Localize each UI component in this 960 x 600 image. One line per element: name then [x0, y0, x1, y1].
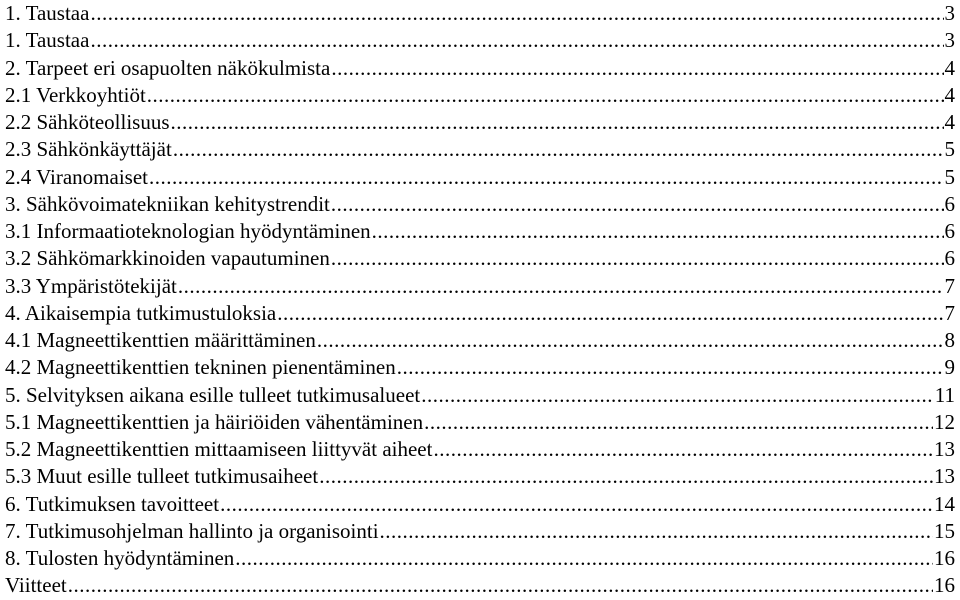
toc-entry-page: 5: [944, 137, 955, 162]
toc-dot-leader: [173, 136, 944, 163]
toc-entry-page: 7: [944, 300, 955, 325]
toc-entry-title: 5.3 Muut esille tulleet tutkimusaiheet: [5, 464, 319, 489]
toc-entry-page: 3: [944, 1, 955, 25]
toc-entry[interactable]: [5, 109, 955, 136]
toc-entry-page: 8: [944, 328, 955, 352]
toc-entry[interactable]: [5, 491, 955, 518]
toc-entry-title: 4.2 Magneettikenttien tekninen pienentäminen: [5, 355, 396, 380]
toc-entry-title: 2.2 Sähköteollisuus: [5, 110, 170, 134]
toc-entry[interactable]: [5, 327, 955, 354]
toc-dot-leader: [380, 518, 933, 545]
toc-entry[interactable]: [5, 218, 955, 245]
toc-entry[interactable]: [5, 273, 955, 300]
toc-entry[interactable]: [5, 572, 955, 599]
toc-entry-page: 13: [934, 464, 955, 489]
toc-entry-title: 3.3 Ympäristötekijät: [5, 273, 177, 298]
toc-entry-page: 11: [934, 382, 955, 407]
toc-dot-leader: [90, 0, 943, 27]
toc-entry-title: 3.1 Informaatioteknologian hyödyntäminen: [5, 219, 371, 243]
toc-entry-page: 9: [944, 355, 955, 380]
toc-entry[interactable]: [5, 55, 955, 82]
toc-entry-title: 7. Tutkimusohjelman hallinto ja organisointi: [5, 518, 379, 543]
toc-entry-title: 5.1 Magneettikenttien ja häiriöiden vähentäminen: [5, 409, 424, 434]
toc-entry-page: 6: [944, 191, 955, 216]
toc-dot-leader: [331, 55, 943, 82]
toc-entry-title: 4. Aikaisempia tutkimustuloksia: [5, 300, 277, 325]
toc-dot-leader: [319, 463, 933, 490]
toc-entry-page: 4: [944, 82, 955, 107]
toc-entry[interactable]: [5, 436, 955, 463]
toc-entry-title: 4.1 Magneettikenttien määrittäminen: [5, 328, 316, 352]
toc-entry[interactable]: [5, 191, 955, 218]
toc-entry-title: 2.4 Viranomaiset: [5, 164, 148, 189]
toc-dot-leader: [397, 354, 944, 381]
toc-dot-leader: [331, 245, 944, 272]
toc-dot-leader: [317, 327, 944, 354]
toc-entry-title: 1. Taustaa: [5, 1, 90, 25]
toc-entry-page: 5: [944, 164, 955, 189]
toc-entry[interactable]: [5, 545, 955, 572]
toc-entry[interactable]: [5, 409, 955, 436]
toc-entry[interactable]: [5, 518, 955, 545]
toc-entry-title: 8. Tulosten hyödyntäminen: [5, 546, 235, 570]
toc-entry-page: 3: [944, 28, 955, 53]
toc-entry[interactable]: [5, 354, 955, 381]
toc-dot-leader: [235, 545, 933, 572]
toc-entry-page: 13: [934, 437, 955, 461]
toc-entry-page: 6: [944, 246, 955, 271]
toc-entry[interactable]: [5, 382, 955, 409]
toc-dot-leader: [277, 300, 943, 327]
toc-entry-title: 1. Taustaa: [5, 28, 90, 53]
toc-entry-page: 7: [944, 273, 955, 298]
toc-entry[interactable]: [5, 82, 955, 109]
toc-dot-leader: [178, 273, 944, 300]
toc-dot-leader: [149, 164, 944, 191]
toc-dot-leader: [433, 436, 933, 463]
toc-entry-page: 16: [934, 573, 955, 598]
toc-dot-leader: [421, 382, 934, 409]
toc-entry-page: 4: [944, 55, 955, 80]
toc-entry[interactable]: [5, 0, 955, 27]
toc-entry-title: 2. Tarpeet eri osapuolten näkökulmista: [5, 55, 331, 80]
toc-entry-title: 3. Sähkövoimatekniikan kehitystrendit: [5, 191, 330, 216]
toc-entry-page: 6: [944, 219, 955, 243]
toc-entry-page: 12: [934, 409, 955, 434]
toc-entry-title: 3.2 Sähkömarkkinoiden vapautuminen: [5, 246, 330, 271]
toc-entry-page: 14: [934, 491, 955, 516]
toc-entry[interactable]: [5, 27, 955, 54]
toc-entry[interactable]: [5, 164, 955, 191]
toc-entry-page: 4: [944, 110, 955, 134]
toc-entry-title: 5.2 Magneettikenttien mittaamiseen liittyvät aiheet: [5, 437, 433, 461]
toc-entry[interactable]: [5, 463, 955, 490]
toc-entry-title: 6. Tutkimuksen tavoitteet: [5, 491, 220, 516]
table-of-contents: [5, 0, 955, 600]
toc-dot-leader: [331, 191, 944, 218]
toc-dot-leader: [90, 27, 943, 54]
toc-entry-title: Viitteet: [5, 573, 67, 598]
toc-dot-leader: [147, 82, 944, 109]
toc-entry-title: 5. Selvityksen aikana esille tulleet tutkimusalueet: [5, 382, 421, 407]
toc-entry-title: 2.3 Sähkönkäyttäjät: [5, 137, 172, 162]
toc-entry-page: 15: [934, 518, 955, 543]
toc-entry[interactable]: [5, 245, 955, 272]
toc-entry-title: 2.1 Verkkoyhtiöt: [5, 82, 146, 107]
toc-dot-leader: [171, 109, 944, 136]
toc-dot-leader: [372, 218, 944, 245]
toc-entry[interactable]: [5, 136, 955, 163]
toc-dot-leader: [424, 409, 933, 436]
toc-dot-leader: [220, 491, 933, 518]
toc-entry-page: 16: [934, 546, 955, 570]
toc-dot-leader: [68, 572, 933, 599]
toc-entry[interactable]: [5, 300, 955, 327]
